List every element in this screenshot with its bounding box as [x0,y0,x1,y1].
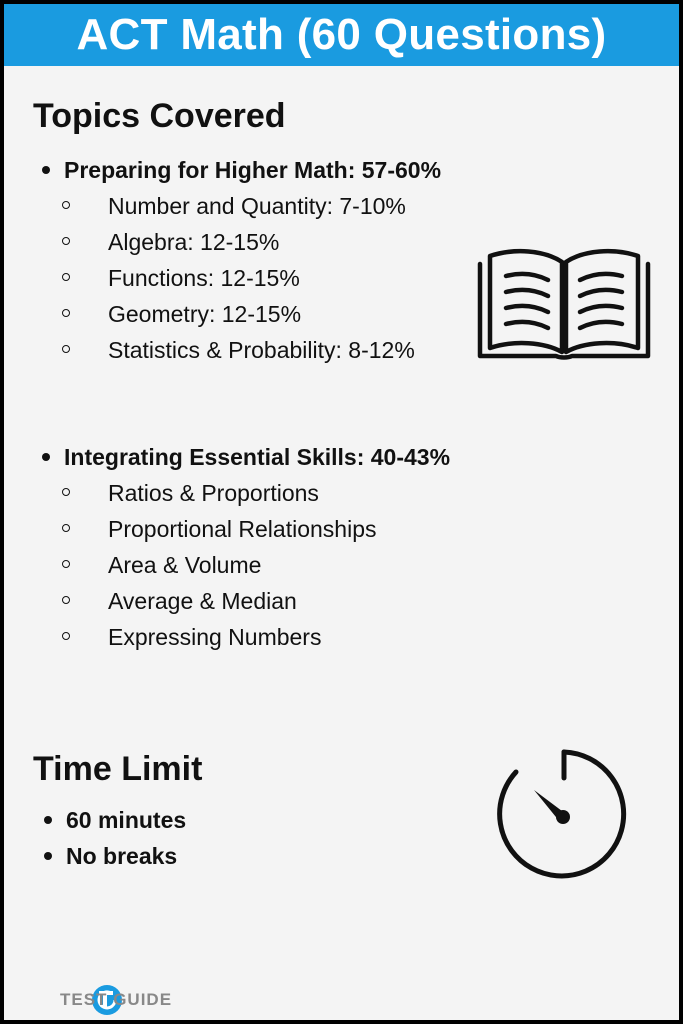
list-item [64,475,460,511]
list-item [64,224,460,260]
list-item [40,439,460,475]
circle-bullet-icon [62,273,70,281]
list-item-text: 60 minutes [66,807,187,833]
list-item-text: Proportional Relationships [108,516,377,542]
stopwatch-icon [494,744,634,884]
list-item-text: Number and Quantity: 7-10% [108,193,406,219]
topics-heading: Topics Covered [33,97,286,135]
sub-list [40,475,460,655]
circle-bullet-icon [62,201,70,209]
circle-bullet-icon [62,345,70,353]
list-item [64,547,460,583]
circle-bullet-icon [62,237,70,245]
circle-bullet-icon [62,488,70,496]
bullet-icon [42,453,50,461]
list-item [40,838,186,874]
list-item-text: Algebra: 12-15% [108,229,280,255]
list-item-text: Ratios & Proportions [108,480,319,506]
circle-bullet-icon [62,309,70,317]
list-item-text: Geometry: 12-15% [108,301,302,327]
logo-primary: TEST [60,990,107,1009]
logo-wordmark [60,990,172,1010]
list-item-text: Average & Median [108,588,297,614]
sub-list [40,188,460,368]
list-item-text: Expressing Numbers [108,624,322,650]
group-title: Preparing for Higher Math: 57-60% [64,157,442,183]
time-limit-heading: Time Limit [33,750,203,788]
list-item [64,188,460,224]
list-item-text: Statistics & Probability: 8-12% [108,337,415,363]
list-item [64,332,460,368]
page-title: ACT Math (60 Questions) [4,4,679,66]
list-item [64,583,460,619]
group-title: Integrating Essential Skills: 40-43% [64,444,451,470]
circle-bullet-icon [62,596,70,604]
list-item [64,296,460,332]
list-item [64,619,460,655]
list-item-text: No breaks [66,843,178,869]
circle-bullet-icon [62,632,70,640]
list-item-text: Functions: 12-15% [108,265,300,291]
list-item-text: Area & Volume [108,552,262,578]
bullet-icon [44,816,52,824]
logo-separator: - [106,990,114,1009]
logo-secondary: GUIDE [113,990,173,1009]
list-item [64,511,460,547]
topics-group-higher-math [40,152,460,368]
bullet-icon [42,166,50,174]
topics-group-essential-skills [40,439,460,655]
list-item [64,260,460,296]
list-item [40,152,460,188]
open-book-icon [474,240,654,360]
circle-bullet-icon [62,560,70,568]
bullet-icon [44,852,52,860]
infographic-card [4,4,679,1020]
list-item [40,802,186,838]
time-limit-list [40,802,186,874]
circle-bullet-icon [62,524,70,532]
